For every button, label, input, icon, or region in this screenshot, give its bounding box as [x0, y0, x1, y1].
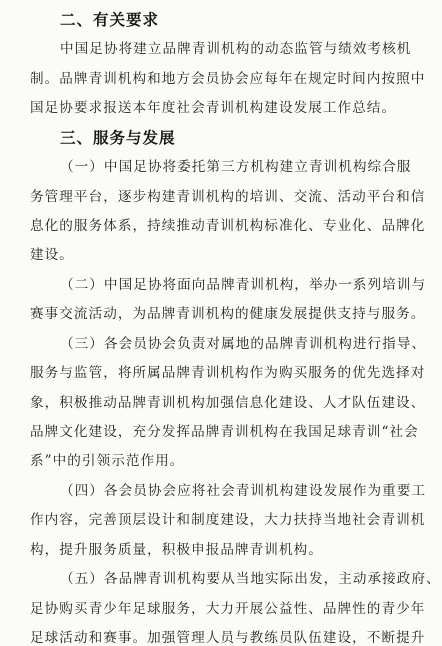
paragraph-line: （三）各会员协会负责对属地的品牌青训机构进行指导、	[60, 336, 427, 352]
paragraph-line: （五）各品牌青训机构要从当地实际出发，主动承接政府、	[60, 571, 441, 587]
paragraph-line: 服务与监管，将所属品牌青训机构作为购买服务的优先选择对	[30, 365, 426, 381]
paragraph-line: （四）各会员协会应将社会青训机构建设发展作为重要工	[60, 483, 427, 499]
paragraph-line: 足球活动和赛事。加强管理人员与教练员队伍建设，不断提升	[30, 630, 426, 646]
paragraph-line: （二）中国足协将面向品牌青训机构，举办一系列培训与	[60, 277, 427, 293]
paragraph-line: 制。品牌青训机构和地方会员协会应每年在规定时间内按照中	[30, 71, 426, 87]
paragraph-line: 足协购买青少年足球服务，大力开展公益性、品牌性的青少年	[30, 601, 426, 617]
paragraph-line: 建设。	[30, 247, 74, 263]
paragraph-line: 系”中的引领示范作用。	[30, 453, 185, 469]
paragraph-line: 中国足协将建立品牌青训机构的动态监管与绩效考核机	[60, 41, 412, 57]
paragraph-line: 赛事交流活动，为品牌青训机构的健康发展提供支持与服务。	[30, 306, 426, 322]
paragraph-line: （一）中国足协将委托第三方机构建立青训机构综合服	[60, 159, 412, 175]
paragraph-line: 作内容，完善顶层设计和制度建设，大力扶持当地社会青训机	[30, 512, 426, 528]
section-heading-requirements: 二、有关要求	[60, 11, 160, 29]
paragraph-line: 国足协要求报送本年度社会青训机构建设发展工作总结。	[30, 100, 397, 116]
paragraph-line: 品牌文化建设，充分发挥品牌青训机构在我国足球青训“社会	[30, 424, 419, 440]
paragraph-line: 息化的服务体系，持续推动青训机构标准化、专业化、品牌化	[30, 218, 426, 234]
paragraph-line: 构，提升服务质量，积极申报品牌青训机构。	[30, 542, 323, 558]
section-heading-service-development: 三、服务与发展	[60, 129, 176, 147]
paragraph-line: 务管理平台，逐步构建青训机构的培训、交流、活动平台和信	[30, 189, 426, 205]
paragraph-line: 象，积极推动品牌青训机构加强信息化建设、人才队伍建设、	[30, 395, 426, 411]
